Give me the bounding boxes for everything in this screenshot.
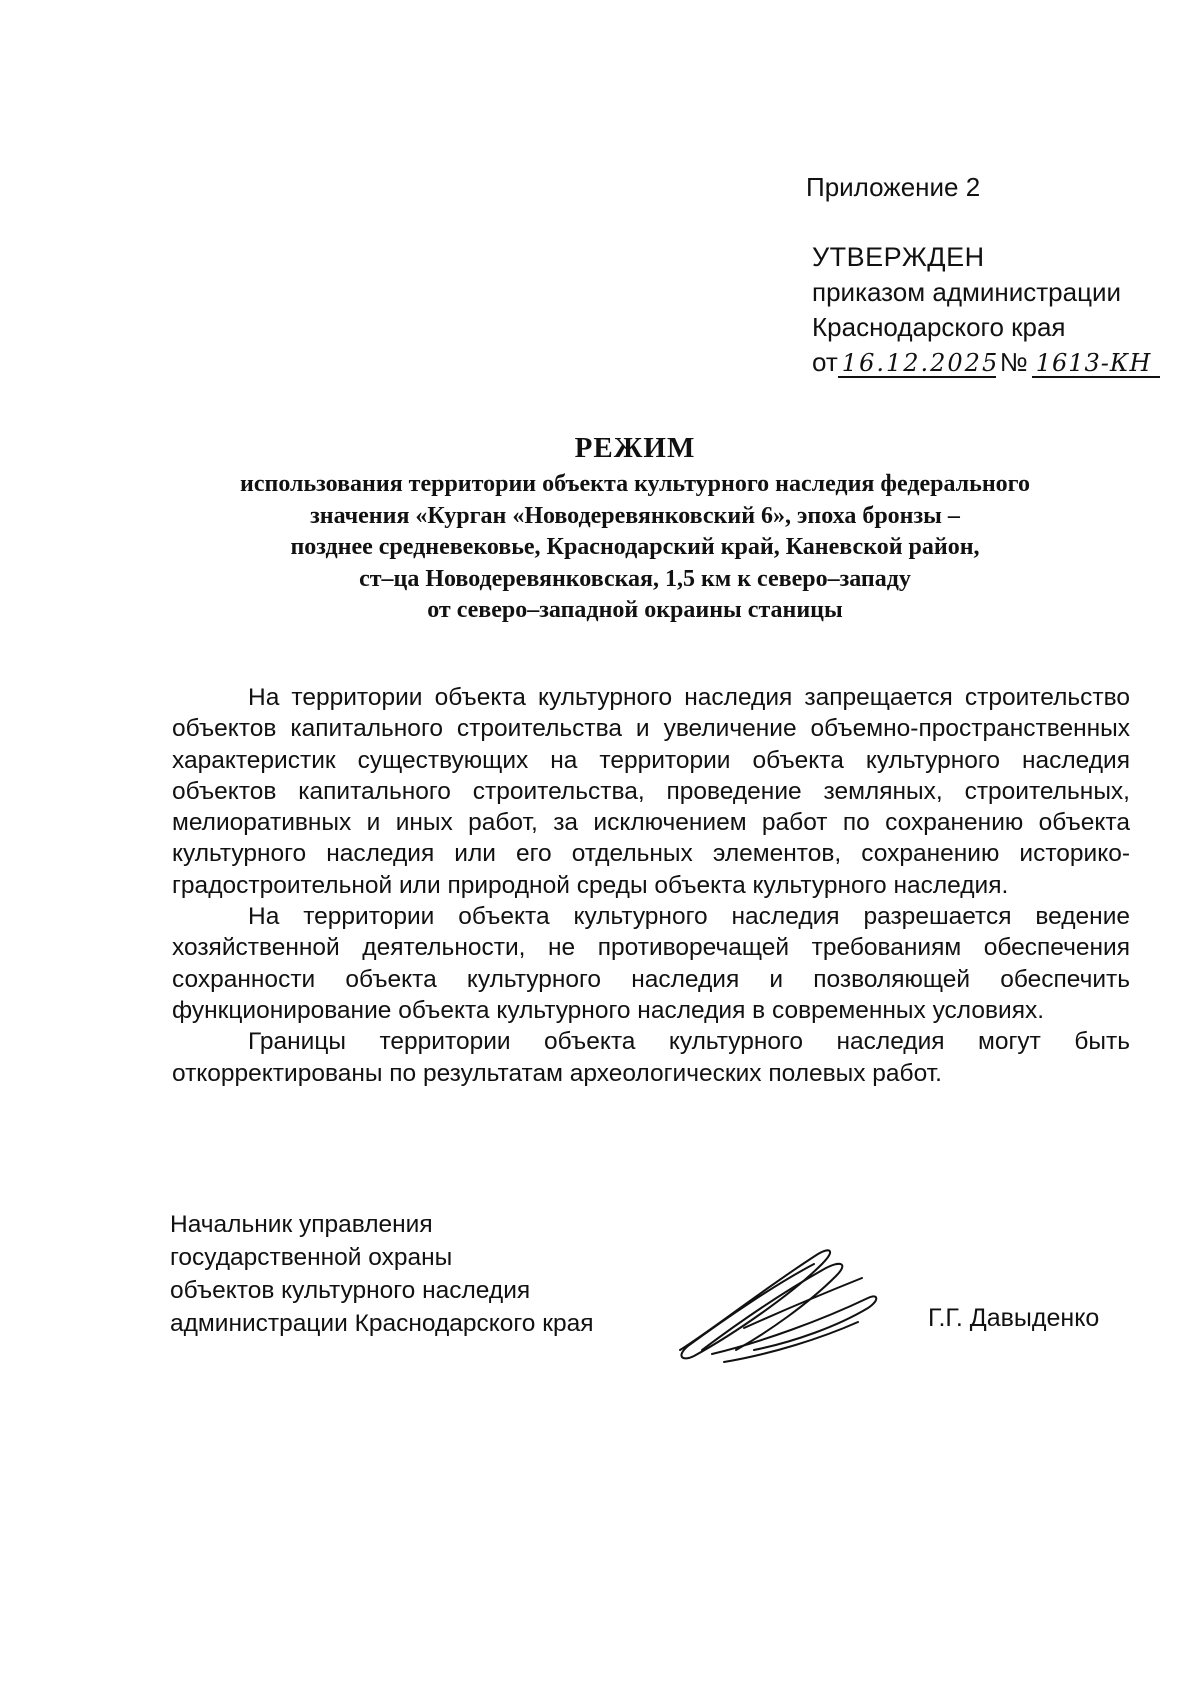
position-line-3: объектов культурного наследия — [170, 1277, 531, 1304]
paragraph-prohibitions: На территории объекта культурного наследия запрещается строительство объектов капитального строительства и увеличение объемно-пространственных характеристик существующих на территории объекта культурного наследия объектов капитального строительства, проведение земляных, строительных, мелиоративных и иных работ, за исключением работ по сохранению объекта культурного наследия или его отдельных элементов, сохранению историко-градостроительной или природной среды объекта культурного наследия. — [172, 684, 1130, 899]
heading-title: РЕЖИМ — [574, 432, 696, 464]
heading-line-4: ст–ца Новодеревянковская, 1,5 км к северо–западу — [359, 565, 911, 592]
position-line-4: администрации Краснодарского края — [170, 1310, 594, 1337]
document-body — [172, 682, 1130, 1089]
order-number-handwritten: 1613-КН — [1032, 350, 1160, 378]
approved-by-line-2: Краснодарского края — [812, 312, 1066, 342]
position-line-1: Начальник управления — [170, 1211, 433, 1238]
heading-line-5: от северо–западной окраины станицы — [427, 597, 843, 623]
approved-title: УТВЕРЖДЕН — [812, 242, 985, 272]
approved-by-line-1: приказом администрации — [812, 277, 1122, 307]
heading-line-1: использования территории объекта культурного наследия федерального — [240, 471, 1030, 497]
order-date-handwritten: 16.12.2025 — [838, 350, 996, 378]
heading-line-2: значения «Курган «Новодеревянковский 6», эпоха бронзы – — [310, 502, 960, 529]
heading-line-3: позднее средневековье, Краснодарский край, Каневской район, — [290, 534, 980, 560]
paragraph-boundaries: Границы территории объекта культурного наследия могут быть откорректированы по результатам археологических полевых работ. — [172, 1028, 1130, 1087]
order-date-number-line — [812, 345, 1160, 380]
date-prefix: от — [812, 347, 838, 377]
number-sign: № — [999, 347, 1028, 377]
handwritten-signature-icon — [672, 1238, 892, 1373]
position-line-2: государственной охраны — [170, 1244, 453, 1271]
signatory-name: Г.Г. Давыденко — [928, 1304, 1100, 1332]
document-heading — [150, 432, 1120, 627]
paragraph-permissions: На территории объекта культурного наследия разрешается ведение хозяйственной деятельности, не противоречащей требованиям обеспечения сохранности объекта культурного наследия и позволяющей обеспечить функционирование объекта культурного наследия в современных условиях. — [172, 903, 1130, 1024]
approval-block — [812, 240, 1160, 380]
appendix-label: Приложение 2 — [806, 172, 981, 202]
signatory-position — [170, 1208, 593, 1340]
